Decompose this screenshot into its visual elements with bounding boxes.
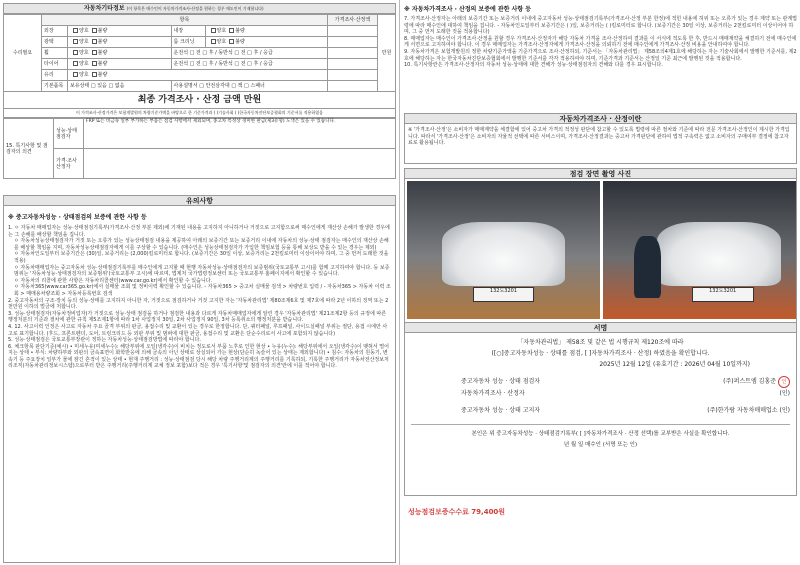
- checkbox[interactable]: [73, 28, 78, 33]
- row-glass: [4, 70, 396, 81]
- signer-role: 중고자동차 성능 · 상태 고지자: [461, 407, 541, 414]
- row-exterior: [4, 26, 396, 37]
- opt-label: 양호: [79, 39, 89, 45]
- price-cell[interactable]: [328, 48, 378, 59]
- opt-label: 불량: [97, 39, 108, 45]
- row-label: 광택: [42, 37, 68, 48]
- inspector-figure: [634, 236, 661, 298]
- signer-stamp: (인): [779, 407, 790, 414]
- signer-name: (주)한가람 자동차매매업소: [707, 407, 778, 414]
- price-cell[interactable]: [328, 81, 378, 92]
- row-label: 휠: [42, 48, 68, 59]
- other-info-table: [3, 14, 396, 92]
- notice-subtitle: ※ 중고자동차성능 · 상태점검의 보증에 관한 사항 등: [8, 214, 147, 221]
- side-options: [205, 37, 327, 48]
- appraisal-definition-title: 자동차가격조사 · 산정이란: [404, 113, 797, 124]
- appraisal-definition-text: ※ '가격조사·산정'은 소비자가 매매계약을 체결함에 있어 중고차 가격의 적정성 판단에 참고할 수 있도록 법령에 따른 절차와 기준에 따라 전문 가격조사·산정인이 제시한 가격입니다. 따라서 '가격조사·산정'은 소비자의 자율적 선택에 따른 서비스이며, 가격조사·산정결과는 중고차 가격판단에 관하여 법적 구속력은 없고 소비자의 구매여부 결정에 참고자료로 활용됩니다.: [404, 124, 797, 164]
- notice-item: 1. ㅇ 자동차 매매업자는 성능·상태점검기록부(가격조사·산정 부분 제외)에 기재된 내용을 고지하지 아니하거나 거짓으로 고지함으로써 매수인에게 재산상 손해가 발생한 경우에는 그 손해를 배상할 책임을 집니다.: [8, 225, 390, 238]
- price-basis-note: 이 가격조사·산정가격은 보험개발원의 차량기준가액을 바탕으로 한 기준가격과 ( )기술사회 ( )한국자동차진단보증협회의 기준서를 적용하였음: [3, 109, 396, 118]
- side-label: 룸 크리닝: [171, 37, 205, 48]
- checkbox[interactable]: [73, 50, 78, 55]
- appraisal-definition-section: [404, 113, 797, 164]
- opt-label: 불량: [97, 72, 108, 78]
- checkbox[interactable]: [92, 28, 97, 33]
- row-options: [68, 70, 328, 81]
- license-plate: 132도3201: [473, 287, 535, 302]
- opt-label: 양호: [216, 39, 227, 45]
- row-label: 기본품목: [42, 81, 68, 92]
- row-options[interactable]: 보유상태 □ 있음 □ 없음: [68, 81, 172, 92]
- signature-body: [404, 333, 797, 496]
- row-gloss: [4, 37, 396, 48]
- signature-section: [404, 322, 797, 496]
- checkbox[interactable]: [229, 28, 234, 33]
- notice-item: 4. 12. 사고이력 인정은 사고로 자동차 주요 골격 부위의 판금, 용접수리 및 교환이 있는 경우로 한정합니다. 단, 쿼터패널, 루프패널, 사이드실패널 부위는 절단, 용접 시에만 사고로 표기합니다. (후드, 프론트펜더, 도어, 트렁크리드 등 외판 부위 및 범퍼에 대한 판금, 용접수리 및 교환은 단순수리로서 사고에 포함되지 않습니다): [8, 323, 388, 337]
- warranty-item: 10. 특기사항란은 가격조사·산정자의 자동차 성능·상태에 대한 견해가 성능·상태점검자의 견해와 다를 경우 표시합니다.: [404, 62, 663, 69]
- notice-title: 유의사항: [3, 195, 396, 206]
- inspection-fee: 성능점검보증수수료 79,400원: [408, 508, 506, 516]
- row-options: [68, 26, 172, 37]
- appraisal-warranty-section: [404, 4, 797, 69]
- opt-label: 양호: [79, 72, 89, 78]
- notice-item: 5. 성능·상태점검은 국토교통부장관이 정하는 자동차성능·상태점검방법에 따라야 합니다.: [8, 337, 201, 344]
- opt-label: 양호: [79, 50, 89, 56]
- side-label: 내장: [171, 26, 205, 37]
- appraiser-remark[interactable]: [84, 149, 396, 179]
- row-tire: [4, 59, 396, 70]
- receipt-block: [411, 424, 790, 451]
- price-cell[interactable]: [328, 26, 378, 37]
- other-info-header: [3, 3, 396, 14]
- row-options: [68, 48, 172, 59]
- appraisal-warranty-title: ※ 자동차가격조사 · 산정의 보증에 관한 사항 등: [404, 6, 532, 13]
- signer-row: [411, 376, 790, 388]
- unit-label: 만원: [378, 15, 396, 92]
- signer-role: 자동차가격조사 · 산정자: [461, 390, 525, 397]
- notice-item: 3. 성능·상태점검자(자동차정비업자)가 거짓으로 성능·상태 점검을 하거나 점검한 내용과 다르게 자동차매매업자에게 알린 경우 '자동차관리법' 제21조제2항 등의 규정에 따른 행정처분의 기준과 절차에 관한 규칙 제5조제1항에 따라 1차 사업정지 30일, 2차 사업정지 90일, 3차 등록취소의 행정처분을 받습니다.: [8, 310, 387, 324]
- price-cell[interactable]: [328, 37, 378, 48]
- notice-section: [3, 195, 396, 563]
- signature-title: 서명: [404, 322, 797, 333]
- warranty-item: 9. 자동차가격은 보험개발원의 정한 차량기준가액을 기준가격으로 조사·산정하되, 기준서는 「자동차관리법」 제58조의4제1호에 해당하는 자는 기술사회에서 발행한 기준서를, 제2호에 해당하는 자는 한국자동차진단보증협회에서 발행한 기준서를 각각 적용하여야 하며, 기준가격과 기준서는 산정일 기준 최근에 발행된 것을 적용합니다.: [404, 48, 797, 62]
- notice-item: ㅇ 자동차성능상태점검자가 거짓 또는 오류가 있는 성능상태점검 내용을 제공하여 아래의 보증기간 또는 보증거리 이내에 자동차의 성능·상태 점검자는 매수인의 재산상 손해를 배상할 책임을 지며, 자동차성능상태점검자에게 이를 구상할 수 있습니다. (매수인은 성능상태점검자가 가입한 책임보험 등을 통해 보상도 받을 수 있는 경우는 제외): [14, 238, 389, 251]
- notice-item: ㅇ 자동차인도일부터 보증기간은 (30)일, 보증거리는 (2,000)킬로미터로 합니다. (보증기간은 30일 이상, 보증거리는 2천킬로미터 이상이어야 하며, 그 중 먼저 도래한 것을 적용): [14, 251, 389, 264]
- other-info-title: 자동차기타정보: [84, 5, 125, 12]
- photo-title: 점검 장면 촬영 사진: [404, 168, 797, 179]
- opt-label: 양호: [79, 61, 89, 67]
- tire-position-options[interactable]: 운전석 □ 전 □ 후 / 동반석 □ 전 □ 후 / 응급: [171, 59, 327, 70]
- seal-stamp: 인: [778, 376, 790, 388]
- notice-item: ㅇ 자동차매매업자는 중고자동차 성능·상태점검기록부를 매수인에게 고지할 때 현행 자동차성능·상태점검자의 보증범위(국토교통부 고시)를 함께 고지하여야 합니다. 등 보증범위는 '자동차성능·상태점검자의 보증범위'(국토교통부 고시)에 따르며, 법제처 국가법령정보센터 또는 국토교통부 홈페이지에서 확인할 수 있습니다.: [14, 264, 390, 278]
- receipt-date[interactable]: 년 월 일 매수인 (서명 또는 인): [563, 442, 638, 448]
- opt-label: 불량: [235, 28, 245, 34]
- signer-name-group: [707, 405, 790, 416]
- signer-row: [411, 405, 790, 416]
- price-cell[interactable]: [328, 59, 378, 70]
- remarks-label: 15. 특기사항 및 점검자의 의견: [4, 119, 54, 179]
- signature-law-line: 「자동차관리법」 제58조 및 같은 법 시행규칙 제120조에 따라: [517, 339, 684, 346]
- signer-name-group: [723, 376, 790, 388]
- inspector-remark: FRP 또는 비금속 일부 부가하는 부품은 점검 사항에서 제외되며, 종고차 특성상 경미한 판금(제3유형) 도색은 있을 수 있습니다.: [84, 119, 396, 149]
- repair-needed-label: 수리필요: [4, 15, 42, 92]
- opt-label: 양호: [79, 28, 89, 34]
- remarks-table: [3, 118, 396, 179]
- row-basic-items: [4, 81, 396, 92]
- notice-item: 6. 체크항목 판단기준(예시) • 미세누유(미세누수): 해당부위에 오일(냉각수)이 비치는 정도로서 부품 노후로 인한 현상 • 누유(누수): 해당부위에서 오일(냉각수)이 맺혀서 떨어지는 상태 • 부식: 차량하부와 외판의 금속표면이 화학반응에 의해 금속의 아닌 상태로 상실되어 가는 현상(단순히 녹슬어 있는 상태는 제외합니다) • 침수: 자동차의 원동기, 변속기 등 주요장치 일부가 물에 잠긴 흔적이 있는 상태 • 현재 주행거리 : 성능·상태점검 당시 해당 차량 주행거리계의 주행거리를 기록하되, 기록한 주행거리가 자동차전산정보처리조직(자동차관리정보시스템)으로부터 받은 주행거리(주행거리계 교체 정보 포함)보다 적은 경우 '특기사항'및 점검자의 의견'란에 이를 적어야 합니다.: [8, 343, 389, 370]
- checkbox[interactable]: [73, 61, 78, 66]
- appraiser-label: 가격·조사 산정자: [54, 149, 84, 179]
- front-car-photo: [407, 181, 600, 319]
- opt-label: 양호: [216, 28, 227, 34]
- other-info-section: [3, 3, 396, 179]
- wheel-position-options[interactable]: 운전석 □ 전 □ 후 / 동반석 □ 전 □ 후 / 응급: [171, 48, 327, 59]
- row-options: [68, 37, 172, 48]
- notice-item: 2. 중고자동차의 구조·장치 등의 성능·상태를 고지하지 아니한 자, 거짓으로 점검하거나 거짓 고지한 자는 '자동차관리법' 제80조제6호 및 제7호에 따라 2년 이하의 징역 또는 2천만원 이하의 벌금에 처합니다.: [8, 297, 389, 311]
- warranty-item: 8. 매매업자는 매수인이 가격조사·산정을 원할 경우 가격조사·산정자가 해당 자동차 가격을 조사·산정하여 결과를 이 서식에 적도록 한 후, 반드시 매매계약을 체결하기 전에 매수인에게 서면으로 고지하여야 합니다. 이 경우 매매업자는 가격조사·산정자에게 가격조사·산정을 의뢰하기 전에 매수인에게 가격조사·산정 비용을 안내하여야 합니다.: [404, 35, 797, 49]
- checkbox[interactable]: [92, 39, 97, 44]
- warranty-item: 7. 가격조사·산정자는 아래의 보증기간 또는 보증거리 이내에 중고자동차 성능·상태점검기록부(가격조사·산정 부분 한정)에 적힌 내용에 허위 또는 오류가 있는 경우 계약 또는 관계법령에 따라 매수인에 대하여 책임을 집니다. - 자동차인도일부터 보증기간은 ( )일, 보증거리는 ( )킬로미터로 합니다. (보증기간은 30일 이상, 보증거리는 2천킬로미터 이상이어야 하며, 그 중 먼저 도래한 것을 적용합니다): [404, 16, 797, 36]
- checkbox[interactable]: [92, 50, 97, 55]
- signer-role: 중고자동차 성능 · 상태 점검자: [461, 378, 541, 385]
- opt-label: 불량: [97, 61, 108, 67]
- car-shape: [657, 222, 781, 285]
- row-label: 타이어: [42, 59, 68, 70]
- other-info-subtitle: (이 항목은 매수인이 자동차가격조사·산정을 원하는 경우 매도인이 기재합니다): [126, 6, 264, 11]
- signature-confirm-line: ([○]중고자동차성능 · 상태를 점검, [ ]자동차가격조사 · 산정) 하였음을 확인합니다.: [491, 350, 710, 357]
- inspection-scene-photo: [603, 181, 796, 319]
- final-price: 최종 가격조사 · 산정 금액 만원: [3, 92, 396, 109]
- signature-date: 2025년 12월 12일 (유효기간 : 2026년 04월 10일까지): [599, 361, 750, 368]
- opt-label: 불량: [97, 28, 108, 34]
- inspector-label: 성능·상태 점검자: [54, 119, 84, 149]
- row-wheel: [4, 48, 396, 59]
- row-label: 외장: [42, 26, 68, 37]
- checkbox[interactable]: [92, 61, 97, 66]
- item-header: 항목: [42, 15, 328, 26]
- opt-label: 불량: [97, 50, 108, 56]
- side-options: [205, 26, 327, 37]
- checkbox[interactable]: [211, 39, 216, 44]
- photo-area: [404, 179, 797, 324]
- basic-items-options[interactable]: 사용설명서 □ 안전삼각대 □ 잭 □ 스패너: [171, 81, 327, 92]
- checkbox[interactable]: [229, 39, 234, 44]
- signer-stamp: (인): [779, 390, 790, 397]
- signer-row: [411, 388, 790, 399]
- checkbox[interactable]: [73, 39, 78, 44]
- checkbox[interactable]: [211, 28, 216, 33]
- price-header: 가격조사·산정액: [328, 15, 378, 26]
- opt-label: 불량: [235, 39, 245, 45]
- photo-section: [404, 168, 797, 324]
- row-options: [68, 59, 172, 70]
- receipt-text: 본인은 위 중고자동차성능 · 상태점검기록부( [ ]자동차가격조사 · 산정 선택)를 교부받은 사실을 확인합니다.: [471, 431, 730, 437]
- notice-item: ㅇ 자동차365(www.car365.go.kr)에서 실매물 조회 및 정비이력 확인할 수 있습니다. - 자동차365 > 중고차 실매물 검색 > 차량번호 입력 / - 자동차365 > 자동차 이력 조회 > 매매용차량조회 > 자동차등록번호 검색: [14, 284, 391, 297]
- signer-name: (주)퍼스트엠 김홍준: [723, 378, 777, 385]
- car-shape: [442, 222, 566, 285]
- row-label: 유리: [42, 70, 68, 81]
- notice-item: ㅇ 자동차의 리콜에 관한 사항은 자동차리콜센터(www.car.go.kr)에서 확인할 수 있습니다.: [14, 277, 213, 284]
- license-plate: 132도3201: [692, 287, 754, 302]
- checkbox[interactable]: [92, 72, 97, 77]
- checkbox[interactable]: [73, 72, 78, 77]
- notice-body: [3, 206, 396, 563]
- right-column: [402, 0, 800, 565]
- price-cell[interactable]: [328, 70, 378, 81]
